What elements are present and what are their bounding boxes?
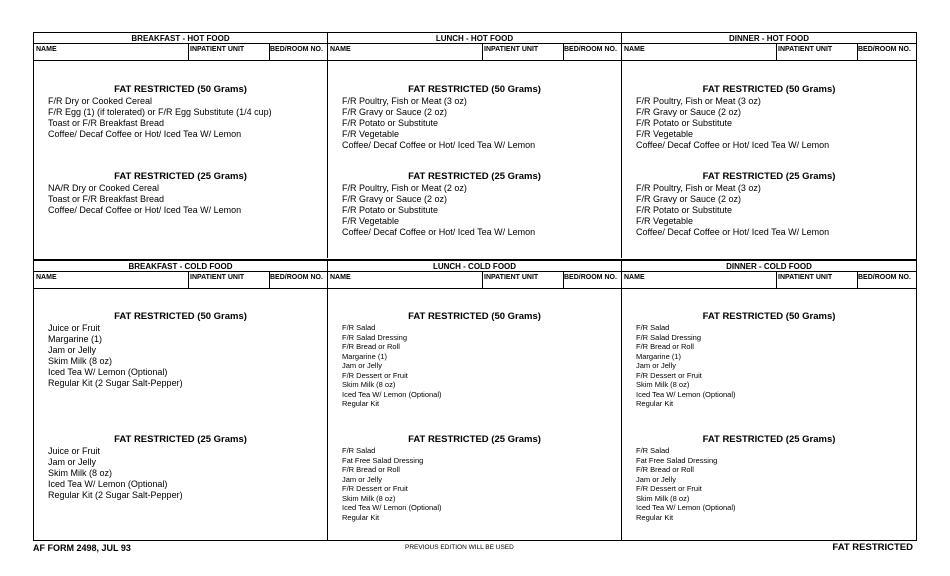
- bed-room-header: BED/ROOM NO.: [564, 46, 617, 53]
- menu-25g: [34, 171, 327, 216]
- edition-note: PREVIOUS EDITION WILL BE USED: [405, 544, 514, 551]
- menu-item: F/R Bread or Roll: [636, 465, 694, 474]
- breakfast-hot-column: [34, 33, 328, 258]
- inpatient-unit-header: INPATIENT UNIT: [484, 46, 539, 53]
- section-heading: FAT RESTRICTED (50 Grams): [702, 311, 836, 322]
- column-title: DINNER - HOT FOOD: [622, 33, 916, 44]
- lunch-hot-column: [328, 33, 622, 258]
- menu-item: Coffee/ Decaf Coffee or Hot/ Iced Tea W/ Lemon: [636, 140, 830, 150]
- menu-item: F/R Potato or Substitute: [342, 118, 439, 128]
- menu-50g: [622, 84, 916, 151]
- name-header: NAME: [36, 274, 57, 281]
- column-title: BREAKFAST - COLD FOOD: [34, 261, 327, 272]
- menu-item: F/R Potato or Substitute: [342, 205, 439, 215]
- menu-item: F/R Vegetable: [636, 216, 694, 226]
- menu-item: Regular Kit: [342, 512, 380, 522]
- form-number: AF FORM 2498, JUL 93: [33, 543, 131, 553]
- menu-item: Skim Milk (8 oz): [48, 356, 113, 366]
- menu-item-list: [34, 446, 327, 501]
- patient-header-row: [34, 44, 327, 61]
- menu-item-list: [328, 323, 621, 409]
- diet-menu-form: [33, 32, 917, 541]
- menu-item: F/R Salad: [342, 446, 376, 455]
- patient-header-row: [328, 44, 621, 61]
- menu-item-list: [622, 446, 916, 522]
- name-header: NAME: [330, 46, 351, 53]
- column-title: LUNCH - COLD FOOD: [328, 261, 621, 272]
- dinner-cold-column: [622, 261, 916, 540]
- menu-item: F/R Bread or Roll: [342, 465, 400, 474]
- section-heading: FAT RESTRICTED (50 Grams): [702, 84, 836, 95]
- menu-item: Iced Tea W/ Lemon (Optional): [636, 389, 736, 399]
- menu-item: Regular Kit: [636, 399, 674, 408]
- menu-item: F/R Gravy or Sauce (2 oz): [636, 107, 742, 117]
- name-header: NAME: [330, 274, 351, 281]
- menu-item: F/R Salad: [636, 323, 670, 332]
- name-header: NAME: [624, 274, 645, 281]
- menu-item: F/R Gravy or Sauce (2 oz): [342, 107, 448, 117]
- menu-item: Fat Free Salad Dressing: [342, 455, 424, 465]
- menu-item-list: [34, 323, 327, 389]
- section-heading: FAT RESTRICTED (25 Grams): [408, 171, 541, 182]
- menu-item: Fat Free Salad Dressing: [636, 455, 718, 465]
- menu-item: Juice or Fruit: [48, 446, 101, 456]
- bed-room-header: BED/ROOM NO.: [564, 274, 617, 281]
- inpatient-unit-header: INPATIENT UNIT: [778, 46, 833, 53]
- menu-item: Jam or Jelly: [342, 474, 383, 484]
- menu-item-list: [328, 183, 621, 238]
- menu-item-list: [34, 183, 327, 216]
- menu-item: F/R Egg (1) (if tolerated) or F/R Egg Substitute (1/4 cup): [48, 107, 272, 117]
- column-title: DINNER - COLD FOOD: [622, 261, 916, 272]
- menu-item: F/R Gravy or Sauce (2 oz): [342, 194, 448, 204]
- menu-item: F/R Potato or Substitute: [636, 118, 733, 128]
- section-heading: FAT RESTRICTED (25 Grams): [702, 434, 836, 445]
- menu-item-list: [622, 323, 916, 409]
- menu-item: F/R Dessert or Fruit: [636, 370, 702, 380]
- menu-item: F/R Poultry, Fish or Meat (3 oz): [342, 96, 467, 106]
- menu-item: F/R Vegetable: [342, 216, 400, 226]
- bed-room-header: BED/ROOM NO.: [270, 274, 323, 281]
- menu-item: F/R Bread or Roll: [342, 342, 400, 351]
- menu-item: F/R Dessert or Fruit: [636, 484, 702, 493]
- menu-item: Iced Tea W/ Lemon (Optional): [636, 503, 736, 512]
- menu-item: Skim Milk (8 oz): [48, 468, 113, 478]
- menu-item: Regular Kit: [636, 512, 674, 522]
- menu-item: Coffee/ Decaf Coffee or Hot/ Iced Tea W/ Lemon: [342, 140, 536, 150]
- patient-header-row: [328, 272, 621, 289]
- menu-item: Toast or F/R Breakfast Bread: [48, 118, 165, 128]
- menu-item: F/R Salad Dressing: [636, 332, 702, 342]
- section-heading: FAT RESTRICTED (50 Grams): [408, 84, 541, 95]
- menu-item: F/R Poultry, Fish or Meat (2 oz): [342, 183, 467, 193]
- section-heading: FAT RESTRICTED (50 Grams): [114, 311, 247, 322]
- menu-item-list: [622, 183, 916, 238]
- section-heading: FAT RESTRICTED (25 Grams): [114, 434, 247, 445]
- diet-type-label: FAT RESTRICTED: [832, 542, 913, 553]
- menu-item-list: [328, 446, 621, 522]
- menu-item: Jam or Jelly: [636, 361, 677, 370]
- menu-item: Iced Tea W/ Lemon (Optional): [48, 479, 168, 489]
- bed-room-header: BED/ROOM NO.: [270, 46, 323, 53]
- inpatient-unit-header: INPATIENT UNIT: [484, 274, 539, 281]
- menu-item: Regular Kit (2 Sugar Salt-Pepper): [48, 490, 183, 500]
- menu-item: Margarine (1): [636, 351, 682, 361]
- name-header: NAME: [36, 46, 57, 53]
- menu-25g: [622, 434, 916, 522]
- menu-item-list: [622, 96, 916, 151]
- menu-item: F/R Potato or Substitute: [636, 205, 733, 215]
- menu-item: F/R Gravy or Sauce (2 oz): [636, 194, 742, 204]
- menu-item: Skim Milk (8 oz): [636, 380, 690, 389]
- patient-header-row: [622, 272, 916, 289]
- menu-50g: [34, 311, 327, 389]
- menu-50g: [328, 311, 621, 409]
- patient-header-row: [622, 44, 916, 61]
- section-heading: FAT RESTRICTED (25 Grams): [408, 434, 541, 445]
- menu-item: Skim Milk (8 oz): [342, 380, 396, 389]
- menu-item: Coffee/ Decaf Coffee or Hot/ Iced Tea W/ Lemon: [342, 227, 536, 237]
- menu-item: Regular Kit (2 Sugar Salt-Pepper): [48, 378, 183, 388]
- lunch-cold-column: [328, 261, 622, 540]
- menu-25g: [328, 171, 621, 238]
- menu-item: F/R Vegetable: [342, 129, 400, 139]
- inpatient-unit-header: INPATIENT UNIT: [190, 274, 245, 281]
- menu-item: F/R Dessert or Fruit: [342, 370, 408, 380]
- section-heading: FAT RESTRICTED (25 Grams): [114, 171, 247, 182]
- menu-item: Toast or F/R Breakfast Bread: [48, 194, 165, 204]
- section-heading: FAT RESTRICTED (50 Grams): [114, 84, 247, 95]
- cold-food-section: [34, 259, 916, 540]
- patient-header-row: [34, 272, 327, 289]
- breakfast-cold-column: [34, 261, 328, 540]
- menu-25g: [34, 434, 327, 501]
- menu-item-list: [34, 96, 327, 140]
- section-heading: FAT RESTRICTED (25 Grams): [702, 171, 836, 182]
- menu-item: Coffee/ Decaf Coffee or Hot/ Iced Tea W/ Lemon: [48, 205, 242, 215]
- inpatient-unit-header: INPATIENT UNIT: [778, 274, 833, 281]
- menu-item: Jam or Jelly: [48, 345, 97, 355]
- menu-item: Jam or Jelly: [342, 361, 383, 370]
- menu-item: Iced Tea W/ Lemon (Optional): [342, 389, 442, 399]
- menu-item: Jam or Jelly: [48, 457, 97, 467]
- hot-food-section: [34, 33, 916, 258]
- menu-item: Coffee/ Decaf Coffee or Hot/ Iced Tea W/ Lemon: [636, 227, 830, 237]
- dinner-hot-column: [622, 33, 916, 258]
- menu-item: Margarine (1): [342, 351, 388, 361]
- menu-25g: [328, 434, 621, 522]
- menu-item: F/R Poultry, Fish or Meat (3 oz): [636, 96, 761, 106]
- menu-item: Iced Tea W/ Lemon (Optional): [342, 503, 442, 512]
- menu-25g: [622, 171, 916, 238]
- menu-item: Coffee/ Decaf Coffee or Hot/ Iced Tea W/ Lemon: [48, 129, 242, 139]
- menu-item: Juice or Fruit: [48, 323, 101, 333]
- menu-item: Iced Tea W/ Lemon (Optional): [48, 367, 168, 377]
- menu-item: F/R Vegetable: [636, 129, 694, 139]
- menu-item: Regular Kit: [342, 399, 380, 408]
- bed-room-header: BED/ROOM NO.: [858, 46, 911, 53]
- name-header: NAME: [624, 46, 645, 53]
- column-title: BREAKFAST - HOT FOOD: [34, 33, 327, 44]
- bed-room-header: BED/ROOM NO.: [858, 274, 911, 281]
- section-heading: FAT RESTRICTED (50 Grams): [408, 311, 541, 322]
- menu-item: F/R Dessert or Fruit: [342, 484, 408, 493]
- menu-item: NA/R Dry or Cooked Cereal: [48, 183, 160, 193]
- menu-item: Margarine (1): [48, 334, 103, 344]
- menu-item: F/R Salad: [636, 446, 670, 455]
- menu-item: Jam or Jelly: [636, 474, 677, 484]
- menu-item: Skim Milk (8 oz): [636, 493, 690, 503]
- menu-item: F/R Bread or Roll: [636, 342, 694, 351]
- menu-item: F/R Salad Dressing: [342, 332, 408, 342]
- menu-item: F/R Salad: [342, 323, 376, 332]
- menu-50g: [328, 84, 621, 151]
- menu-item: F/R Poultry, Fish or Meat (3 oz): [636, 183, 761, 193]
- inpatient-unit-header: INPATIENT UNIT: [190, 46, 245, 53]
- menu-50g: [622, 311, 916, 409]
- menu-item-list: [328, 96, 621, 151]
- menu-item: F/R Dry or Cooked Cereal: [48, 96, 153, 106]
- column-title: LUNCH - HOT FOOD: [328, 33, 621, 44]
- menu-item: Skim Milk (8 oz): [342, 493, 396, 503]
- menu-50g: [34, 84, 327, 140]
